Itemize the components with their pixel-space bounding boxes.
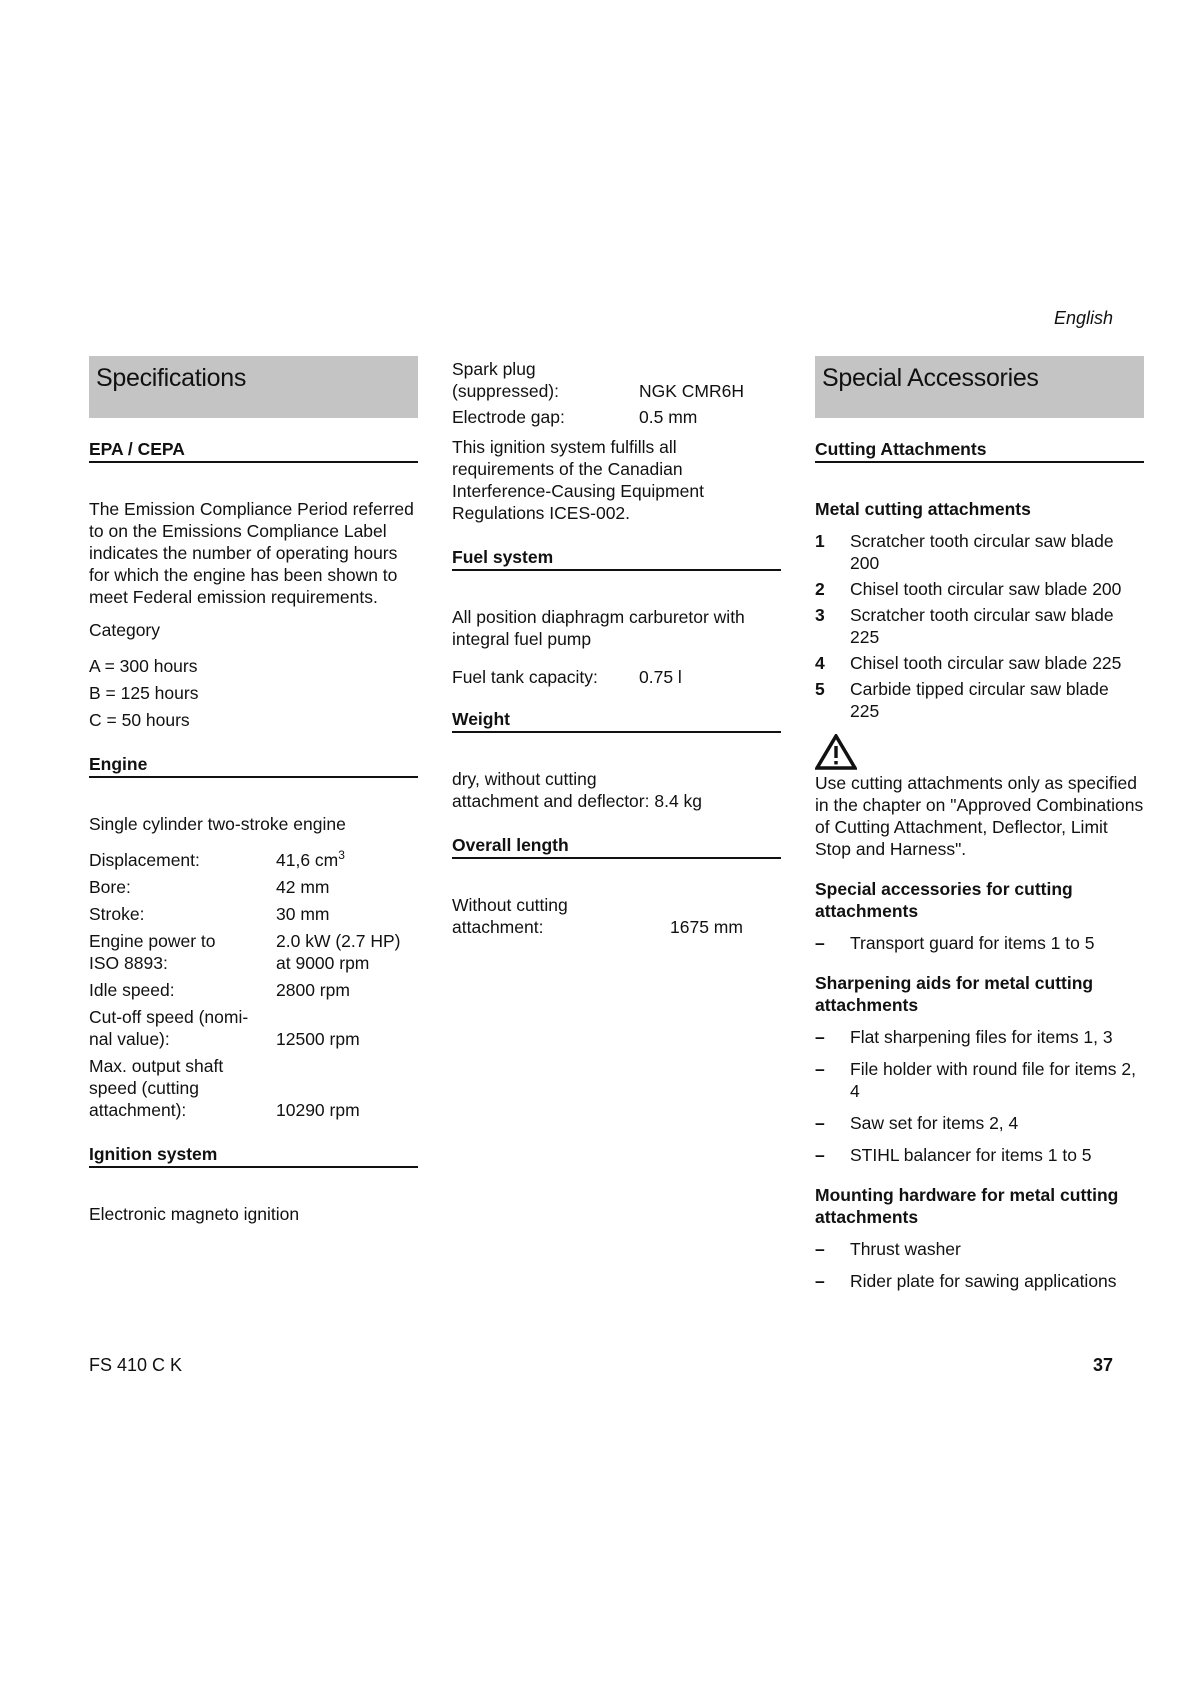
spec-label: Displacement:: [89, 850, 200, 870]
ices-note: This ignition system fulfills all requirements of the Canadian Interference-Causing Equipment Regulations ICES-002.: [452, 437, 704, 523]
dash-bullet: –: [815, 1239, 825, 1259]
section-title-box: [89, 356, 418, 418]
section-title-box: [815, 356, 1144, 418]
item-number: 5: [815, 679, 825, 699]
item-text: Chisel tooth circular saw blade 225: [850, 653, 1122, 673]
subheading-length: Overall length: [452, 834, 781, 859]
item-text: Rider plate for sawing applications: [850, 1271, 1117, 1291]
column-specifications: [89, 356, 418, 1225]
spec-value: 12500 rpm: [276, 1029, 360, 1049]
spec-label: Spark plug: [452, 359, 536, 379]
spec-row-idle: [89, 979, 418, 1001]
item-text: Scratcher tooth circular saw blade: [850, 531, 1114, 551]
spec-row-tank: [452, 666, 781, 688]
subheading-fuel: Fuel system: [452, 546, 781, 571]
list-item: [815, 604, 1144, 648]
warning-icon: [815, 734, 1144, 770]
engine-type: Single cylinder two-stroke engine: [89, 814, 346, 834]
list-item: [815, 1144, 1144, 1166]
spec-row-bore: [89, 876, 418, 898]
spec-label: attachment:: [452, 917, 544, 937]
subheading-weight: Weight: [452, 708, 781, 733]
spec-value: at 9000 rpm: [276, 953, 370, 973]
spec-label: dry, without cutting: [452, 769, 597, 789]
spec-value: 0.5 mm: [639, 407, 698, 427]
spec-label: ISO 8893:: [89, 953, 168, 973]
item-text: 225: [850, 627, 880, 647]
spec-value: NGK CMR6H: [639, 381, 745, 401]
item-text: Transport guard for items 1 to 5: [850, 933, 1095, 953]
dash-bullet: –: [815, 1059, 825, 1079]
spec-value: 2800 rpm: [276, 980, 350, 1000]
weight-row: [452, 768, 781, 812]
spec-label: Idle speed:: [89, 980, 175, 1000]
spec-row-spark: [452, 358, 781, 402]
item-text: Scratcher tooth circular saw blade: [850, 605, 1114, 625]
item-text: Thrust washer: [850, 1239, 961, 1259]
column-specs-continued: [452, 358, 781, 938]
item-number: 1: [815, 531, 825, 551]
list-item: [815, 932, 1144, 954]
category-item: B = 125 hours: [89, 683, 199, 703]
spec-row-stroke: [89, 903, 418, 925]
item-text: Chisel tooth circular saw blade 200: [850, 579, 1122, 599]
ignition-type: Electronic magneto ignition: [89, 1204, 300, 1224]
dash-bullet: –: [815, 1027, 825, 1047]
item-text: STIHL balancer for items 1 to 5: [850, 1145, 1092, 1165]
item-number: 4: [815, 653, 825, 673]
spec-value: 2.0 kW (2.7 HP): [276, 931, 401, 951]
item-number: 2: [815, 579, 825, 599]
category-label: Category: [89, 620, 161, 640]
list-item: [815, 1238, 1144, 1260]
spec-value: 0.75 l: [639, 667, 682, 687]
list-item: [815, 578, 1144, 600]
spec-label: Fuel tank capacity:: [452, 667, 598, 687]
metal-heading: Metal cutting attachments: [815, 499, 1031, 519]
item-number: 3: [815, 605, 825, 625]
spec-label: Bore:: [89, 877, 131, 897]
subheading-engine: Engine: [89, 753, 418, 778]
item-text: Saw set for items 2, 4: [850, 1113, 1019, 1133]
column-special-accessories: [815, 356, 1144, 1292]
item-text: File holder with round file for items 2, 4: [850, 1059, 1136, 1101]
spec-value: 41,6 cm: [276, 850, 339, 870]
page-number: 37: [1092, 1355, 1113, 1375]
spec-row-displacement: [89, 849, 418, 871]
category-item: C = 50 hours: [89, 710, 190, 730]
list-item: [815, 1270, 1144, 1292]
item-text: 225: [850, 701, 880, 721]
spec-row-gap: [452, 406, 781, 428]
subheading-ignition: Ignition system: [89, 1143, 418, 1168]
spec-row-length: [452, 894, 781, 938]
subheading-cutting: Cutting Attachments: [815, 438, 1144, 463]
spec-label: Stroke:: [89, 904, 145, 924]
item-text: Flat sharpening files for items 1, 3: [850, 1027, 1113, 1047]
dash-bullet: –: [815, 1271, 825, 1291]
epa-paragraph: The Emission Compliance Period referred to on the Emissions Compliance Label indicates the number of operating hours for which the engine has been shown to meet Federal emission requirements.: [89, 499, 414, 607]
list-item: [815, 678, 1144, 722]
warning-text: Use cutting attachments only as specified in the chapter on "Approved Combinations of Cutting Attachment, Deflector, Limit Stop and Harness".: [815, 773, 1144, 859]
section-title: Specifications: [96, 364, 247, 392]
item-text: Carbide tipped circular saw blade: [850, 679, 1109, 699]
footer-model: FS 410 C K: [89, 1355, 183, 1375]
dash-bullet: –: [815, 1145, 825, 1165]
subheading-epa: EPA / CEPA: [89, 438, 418, 463]
category-item: A = 300 hours: [89, 656, 198, 676]
spec-label: Max. output shaft: [89, 1056, 224, 1076]
list-item: [815, 1058, 1144, 1102]
spec-value: 1675 mm: [670, 917, 743, 937]
special-heading: Special accessories for cutting attachments: [815, 879, 1073, 921]
language-label: English: [1053, 308, 1113, 328]
spec-label: speed (cutting: [89, 1078, 199, 1098]
spec-label: Electrode gap:: [452, 407, 565, 427]
spec-row-shaft: [89, 1055, 418, 1121]
list-item: [815, 530, 1144, 574]
superscript: 3: [338, 848, 345, 863]
list-item: [815, 1112, 1144, 1134]
spec-row-power: [89, 930, 418, 974]
spec-label: Cut-off speed (nomi-: [89, 1007, 249, 1027]
spec-value: 8.4 kg: [654, 791, 703, 811]
sharpen-heading: Sharpening aids for metal cutting attachments: [815, 973, 1094, 1015]
list-item: [815, 1026, 1144, 1048]
spec-label: Engine power to: [89, 931, 216, 951]
carburetor-text: All position diaphragm carburetor with integral fuel pump: [452, 607, 745, 649]
spec-label: (suppressed):: [452, 381, 559, 401]
spec-value: 42 mm: [276, 877, 330, 897]
spec-label: attachment):: [89, 1100, 187, 1120]
spec-label: attachment and deflector:: [452, 791, 650, 811]
mount-heading: Mounting hardware for metal cutting attachments: [815, 1185, 1119, 1227]
list-item: [815, 652, 1144, 674]
spec-value: 10290 rpm: [276, 1100, 360, 1120]
item-text: 200: [850, 553, 880, 573]
spec-label: Without cutting: [452, 895, 568, 915]
spec-value: 30 mm: [276, 904, 330, 924]
section-title: Special Accessories: [822, 364, 1039, 392]
spec-label: nal value):: [89, 1029, 170, 1049]
spec-row-cutoff: [89, 1006, 418, 1050]
dash-bullet: –: [815, 1113, 825, 1133]
dash-bullet: –: [815, 933, 825, 953]
